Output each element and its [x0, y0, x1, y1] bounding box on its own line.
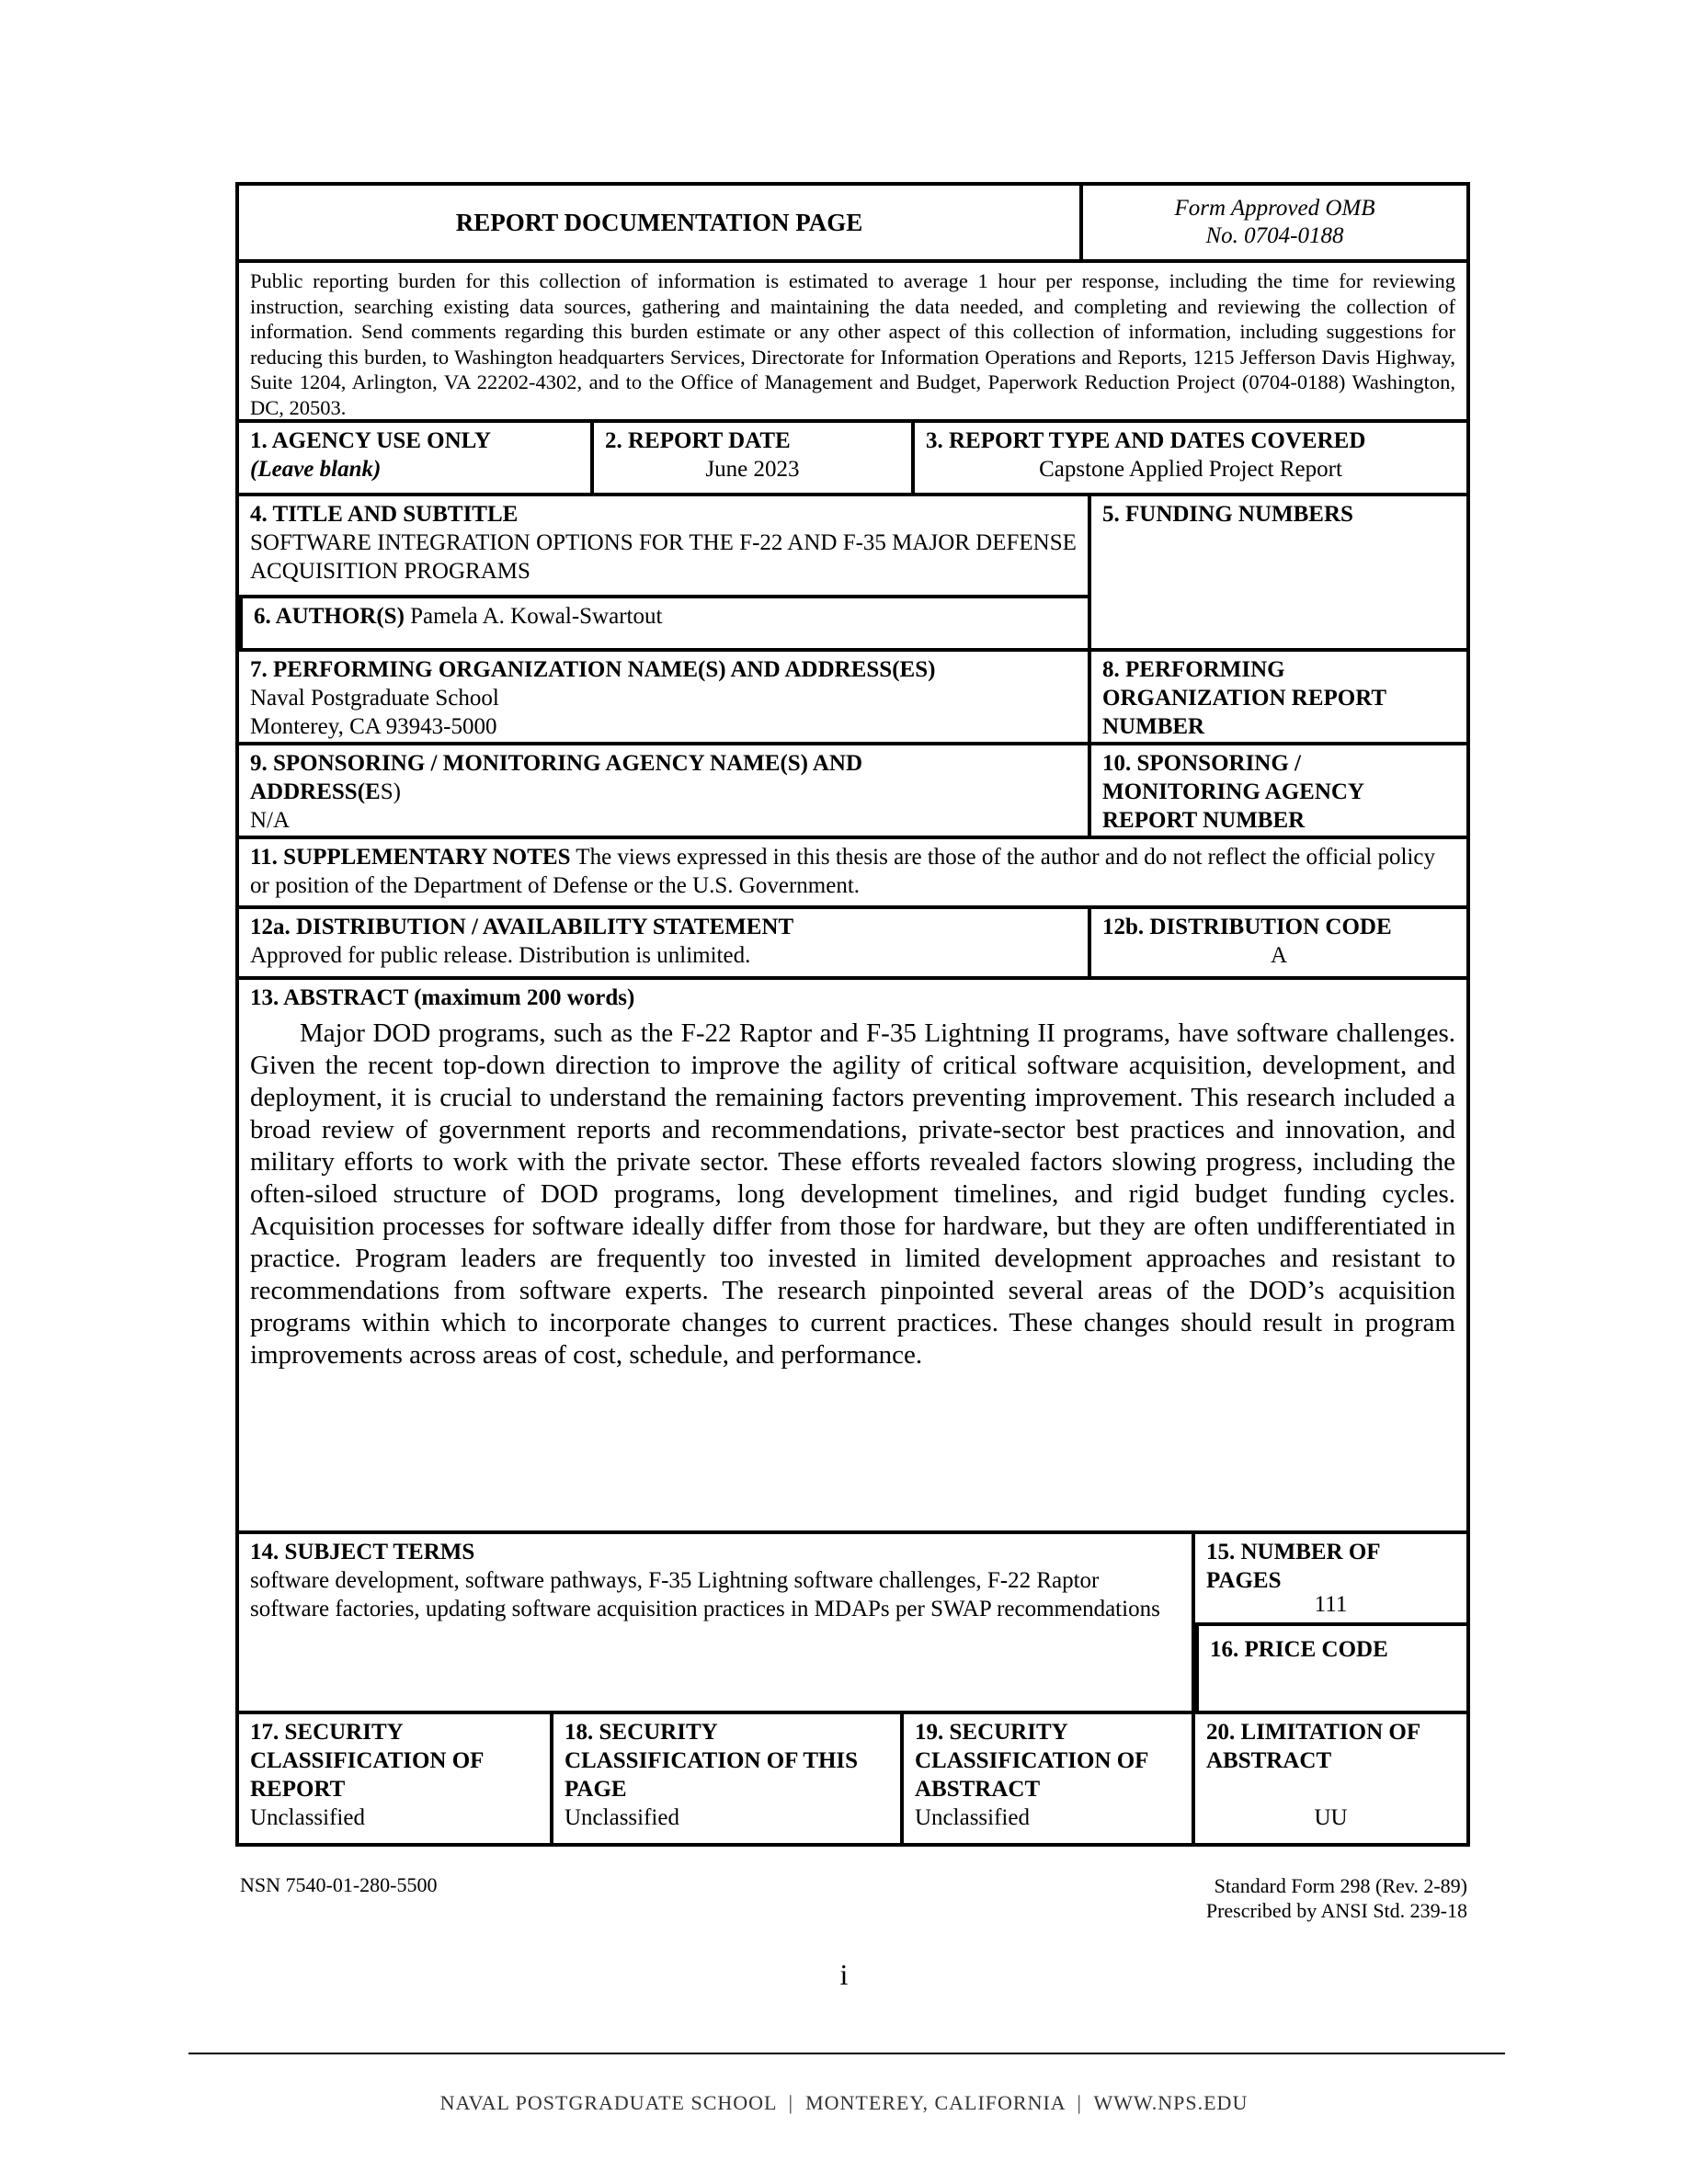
supplementary-notes-field — [239, 839, 1466, 905]
number-of-pages-label-2: PAGES — [1206, 1568, 1282, 1593]
limitation-spacer — [1206, 1775, 1455, 1803]
distribution-statement-field — [239, 909, 1088, 976]
author-field — [239, 595, 1088, 648]
sponsoring-label-2b: S) — [380, 779, 401, 804]
performing-report-label-2: ORGANIZATION REPORT — [1102, 686, 1387, 711]
row-14-15-16 — [239, 1530, 1466, 1711]
row-7-8 — [239, 648, 1466, 742]
burden-statement: Public reporting burden for this collection of information is estimated to average 1 hour per response, including the time for reviewing instruction, searching existing data sources, gathering and maintaining the data needed, and completing and reviewing the collection of information. Send comments regarding this burden estimate or any other aspect of this collection of information, including suggestions for reducing this burden, to Washington headquarters Services, Directorate for Information Operations and Reports, 1215 Jefferson Davis Highway, Suite 1204, Arlington, VA 22202-4302, and to the Office of Management and Budget, Paperwork Reduction Project (0704-0188) Washington, DC, 20503. — [250, 269, 1455, 419]
security-abstract-value: Unclassified — [915, 1805, 1030, 1830]
funding-numbers-label: 5. FUNDING NUMBERS — [1102, 502, 1353, 527]
security-page-label-1: 18. SECURITY — [565, 1720, 718, 1745]
security-abstract-label-3: ABSTRACT — [915, 1777, 1041, 1802]
form-header-row — [239, 186, 1466, 259]
subject-terms-value: software development, software pathways, F-35 Lightning software challenges, F-22 Raptor software factories, updating software acquisition practices in MDAPs per SWAP recommendations — [250, 1568, 1160, 1621]
title-value: SOFTWARE INTEGRATION OPTIONS FOR THE F-22 AND F-35 MAJOR DEFENSE ACQUISITION PROGRAMS — [250, 530, 1077, 584]
pages-price-column — [1192, 1534, 1466, 1711]
title-author-column — [239, 496, 1088, 648]
title-label: 4. TITLE AND SUBTITLE — [250, 502, 519, 527]
performing-report-label-1: 8. PERFORMING — [1102, 657, 1285, 682]
price-code-field — [1195, 1622, 1466, 1711]
sponsoring-label-2a: ADDRESS(E — [250, 779, 381, 804]
performing-report-label-3: NUMBER — [1102, 714, 1205, 739]
sponsoring-field — [239, 745, 1088, 836]
row-9-10 — [239, 742, 1466, 836]
subject-terms-label: 14. SUBJECT TERMS — [250, 1540, 475, 1564]
number-of-pages-label-1: 15. NUMBER OF — [1206, 1540, 1381, 1564]
security-page-value: Unclassified — [565, 1805, 679, 1830]
limitation-label-2: ABSTRACT — [1206, 1748, 1332, 1773]
security-report-field — [239, 1714, 550, 1843]
limitation-field — [1192, 1714, 1466, 1843]
performing-org-line-1: Naval Postgraduate School — [250, 686, 499, 711]
security-report-label-2: CLASSIFICATION OF — [250, 1748, 485, 1773]
burden-row — [239, 259, 1466, 419]
title-field — [239, 496, 1088, 595]
security-page-field — [550, 1714, 900, 1843]
agency-use-label: 1. AGENCY USE ONLY — [250, 428, 492, 453]
security-report-label-3: REPORT — [250, 1777, 346, 1802]
report-documentation-form — [235, 182, 1470, 1847]
page-number: i — [839, 1958, 849, 1991]
row-13 — [239, 976, 1466, 1530]
omb-line-1: Form Approved OMB — [1174, 196, 1375, 221]
standard-form-info — [1206, 1873, 1467, 1923]
sponsoring-report-label-3: REPORT NUMBER — [1102, 808, 1306, 833]
price-code-label: 16. PRICE CODE — [1210, 1637, 1388, 1662]
subject-terms-field — [239, 1534, 1192, 1711]
report-date-label: 2. REPORT DATE — [605, 428, 791, 453]
limitation-value: UU — [1314, 1805, 1348, 1830]
agency-use-field — [239, 423, 590, 493]
author-label: 6. AUTHOR(S) — [254, 604, 405, 629]
report-type-label: 3. REPORT TYPE AND DATES COVERED — [926, 428, 1366, 453]
row-12 — [239, 905, 1466, 976]
performing-org-label: 7. PERFORMING ORGANIZATION NAME(S) AND ADDRESS(ES) — [250, 657, 936, 682]
sponsoring-value: N/A — [250, 808, 291, 833]
funding-numbers-field — [1088, 496, 1466, 648]
abstract-label: 13. ABSTRACT (maximum 200 words) — [250, 985, 635, 1010]
distribution-code-value: A — [1270, 943, 1288, 968]
nsn-number: NSN 7540-01-280-5500 — [240, 1873, 438, 1896]
author-value: Pamela A. Kowal-Swartout — [410, 604, 663, 629]
row-4-5-6 — [239, 493, 1466, 648]
report-date-value: June 2023 — [705, 457, 800, 482]
number-of-pages-field — [1195, 1534, 1466, 1622]
sponsoring-report-label-1: 10. SPONSORING / — [1102, 751, 1302, 776]
form-title: REPORT DOCUMENTATION PAGE — [455, 208, 863, 236]
distribution-statement-value: Approved for public release. Distribution is unlimited. — [250, 943, 751, 968]
row-11 — [239, 836, 1466, 905]
sponsoring-label-1: 9. SPONSORING / MONITORING AGENCY NAME(S) AND — [250, 751, 863, 776]
limitation-label-1: 20. LIMITATION OF — [1206, 1720, 1421, 1745]
report-type-value: Capstone Applied Project Report — [1039, 457, 1342, 482]
sponsoring-report-label-2: MONITORING AGENCY — [1102, 779, 1364, 804]
omb-line-2: No. 0704-0188 — [1205, 223, 1344, 248]
security-abstract-label-2: CLASSIFICATION OF — [915, 1748, 1149, 1773]
prescribed-label: Prescribed by ANSI Std. 239-18 — [1205, 1899, 1467, 1922]
security-page-label-3: PAGE — [565, 1777, 627, 1802]
security-report-label-1: 17. SECURITY — [250, 1720, 404, 1745]
omb-approval — [1079, 186, 1466, 259]
distribution-code-field — [1088, 909, 1466, 976]
performing-report-field — [1088, 652, 1466, 742]
footer-divider — [188, 2053, 1505, 2054]
security-abstract-label-1: 19. SECURITY — [915, 1720, 1068, 1745]
row-1-2-3 — [239, 419, 1466, 493]
distribution-statement-label: 12a. DISTRIBUTION / AVAILABILITY STATEMENT — [250, 915, 794, 939]
row-17-20 — [239, 1711, 1466, 1843]
abstract-text: Major DOD programs, such as the F-22 Raptor and F-35 Lightning II programs, have software challenges. Given the recent top-down direction to improve the agility of critical software acquisition, development, and deployment, it is crucial to understand the remaining factors preventing improvement. This research included a broad review of government reports and recommendations, private-sector best practices and innovation, and military efforts to work with the private sector. These efforts revealed factors slowing progress, including the often-siloed structure of DOD programs, long development timelines, and rigid budget funding cycles. Acquisition processes for software ideally differ from those for hardware, but they are often undifferentiated in practice. Program leaders are frequently too invested in limited development approaches and resistant to recommendations from software experts. The research pinpointed several areas of the DOD’s acquisition programs within which to incorporate changes to current practices. These changes should result in program improvements across areas of cost, schedule, and performance. — [250, 1018, 1455, 1370]
performing-org-field — [239, 652, 1088, 742]
security-page-label-2: CLASSIFICATION OF THIS — [565, 1748, 859, 1773]
performing-org-line-2: Monterey, CA 93943-5000 — [250, 714, 497, 739]
security-report-value: Unclassified — [250, 1805, 365, 1830]
standard-form-label: Standard Form 298 (Rev. 2-89) — [1214, 1874, 1467, 1897]
distribution-code-label: 12b. DISTRIBUTION CODE — [1102, 915, 1392, 939]
report-date-field — [590, 423, 911, 493]
abstract-field — [239, 980, 1466, 1530]
security-abstract-field — [900, 1714, 1192, 1843]
sponsoring-report-field — [1088, 745, 1466, 836]
agency-use-value: (Leave blank) — [250, 457, 382, 482]
number-of-pages-value: 111 — [1314, 1592, 1348, 1617]
supplementary-notes-value: The views expressed in this thesis are those of the author and do not reflect the official policy or position of the Department of Defense or the U.S. Government. — [250, 845, 1435, 898]
report-type-field — [911, 423, 1466, 493]
supplementary-notes-label: 11. SUPPLEMENTARY NOTES — [250, 845, 571, 870]
institution-footer: NAVAL POSTGRADUATE SCHOOL | MONTEREY, CALIFORNIA | WWW.NPS.EDU — [439, 2091, 1249, 2114]
